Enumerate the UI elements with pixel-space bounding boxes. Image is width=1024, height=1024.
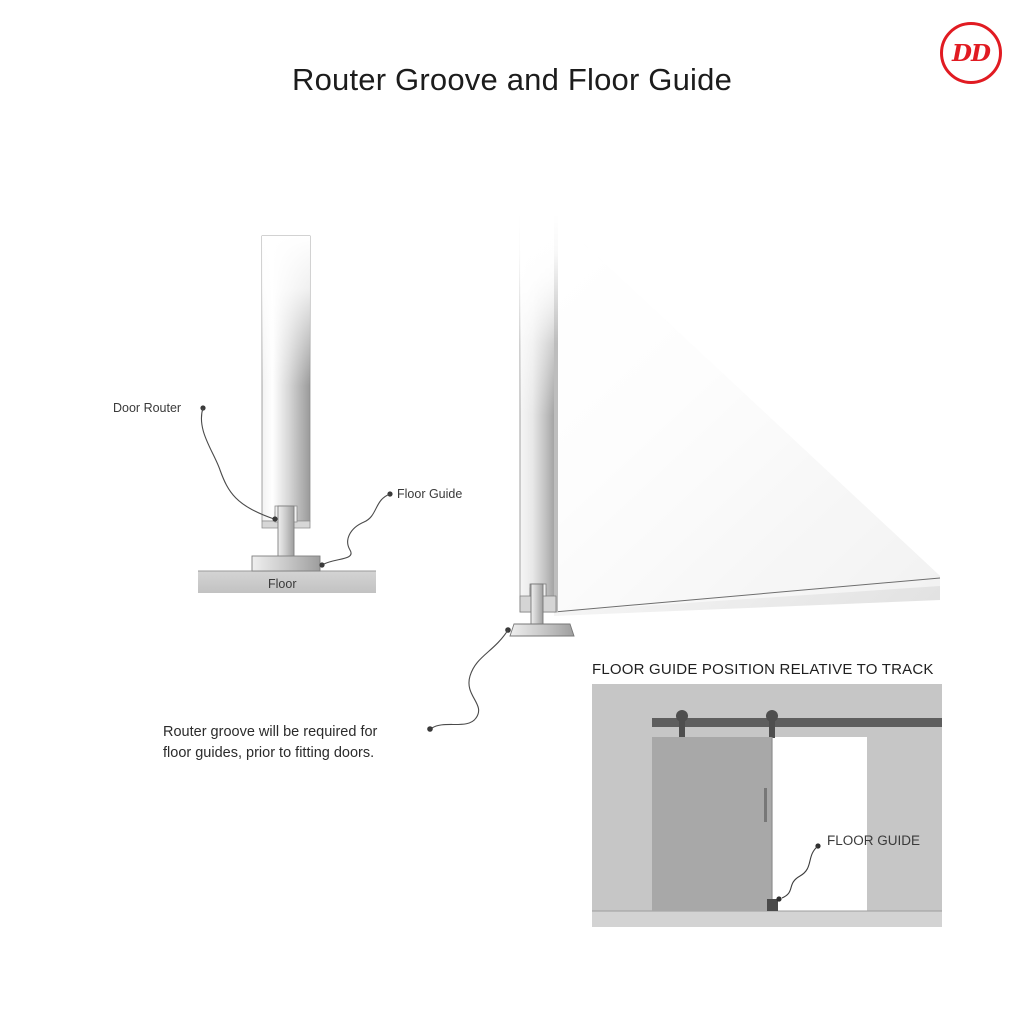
label-floor-guide: Floor Guide [397, 487, 463, 501]
label-floor: Floor [268, 577, 297, 591]
inset-label-floor-guide: FLOOR GUIDE [827, 833, 921, 848]
note-line-1: Router groove will be required for [163, 724, 378, 740]
inset-track [652, 718, 942, 727]
page-title: Router Groove and Floor Guide [291, 62, 733, 97]
label-door-router: Door Router [113, 401, 182, 415]
inset-door-handle [764, 788, 767, 822]
inset-panel [592, 661, 942, 945]
inset-sliding-door [652, 737, 772, 911]
logo-text: DD [952, 39, 990, 67]
leader-floor-guide [319, 491, 392, 567]
inset-floor [592, 911, 942, 927]
leader-router-note [427, 627, 511, 732]
inset-floor-guide-marker [767, 899, 778, 911]
inset-title: FLOOR GUIDE POSITION RELATIVE TO TRACK [592, 661, 934, 678]
note-line-2: floor guides, prior to fitting doors. [163, 745, 375, 761]
cross-section-view [113, 236, 462, 593]
